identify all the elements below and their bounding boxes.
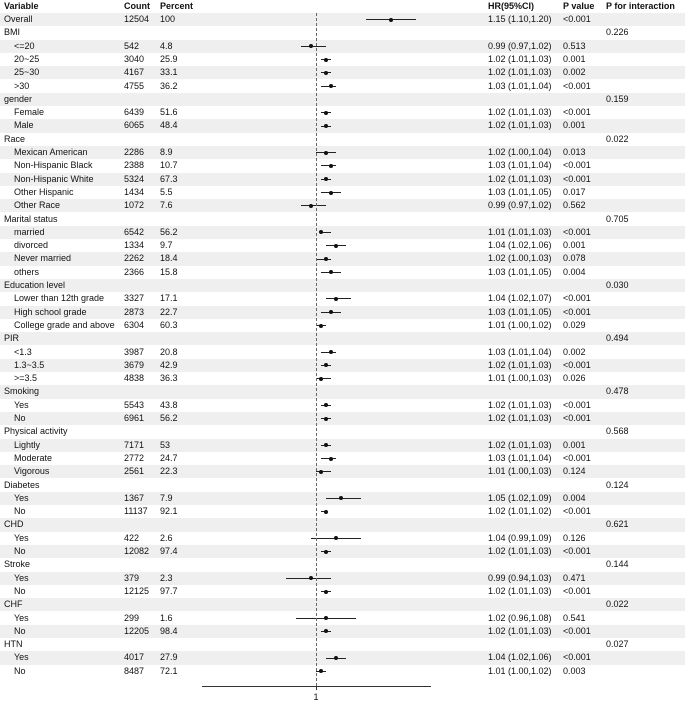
p-interaction-cell: 0.494 xyxy=(606,333,629,344)
row-background xyxy=(0,598,685,611)
count-cell: 6304 xyxy=(124,319,145,330)
hr-ci-cell: 1.03 (1.01,1.05) xyxy=(488,306,552,317)
count-cell: 6961 xyxy=(124,413,145,423)
p-value-cell: 0.471 xyxy=(563,572,586,583)
subgroup-label: No xyxy=(14,413,26,423)
hr-ci-cell: 0.99 (0.97,1.02) xyxy=(488,40,552,51)
point-estimate xyxy=(334,244,338,248)
p-value-cell: <0.001 xyxy=(563,413,591,423)
p-value-cell: <0.001 xyxy=(563,506,591,517)
p-value-cell: 0.003 xyxy=(563,665,586,676)
subgroup-label: Yes xyxy=(14,652,29,663)
p-value-cell: <0.001 xyxy=(563,306,591,317)
header-percent: Percent xyxy=(160,1,194,11)
hr-ci-cell: 1.02 (1.01,1.03) xyxy=(488,173,552,184)
percent-cell: 53 xyxy=(160,439,171,450)
count-cell: 2873 xyxy=(124,306,145,317)
x-tick-label: 1 xyxy=(313,692,319,702)
percent-cell: 22.7 xyxy=(160,306,178,317)
subgroup-label: Non-Hispanic Black xyxy=(14,160,93,171)
percent-cell: 97.7 xyxy=(160,585,178,596)
subgroup-label: No xyxy=(14,625,26,636)
percent-cell: 22.3 xyxy=(160,466,178,477)
group-label: gender xyxy=(4,93,33,104)
subgroup-label: Other Race xyxy=(14,200,61,211)
count-cell: 3679 xyxy=(124,359,145,370)
group-label: Stroke xyxy=(4,559,31,570)
hr-ci-cell: 1.02 (1.01,1.03) xyxy=(488,67,552,78)
subgroup-label: Lower than 12th grade xyxy=(14,293,105,304)
point-estimate xyxy=(389,18,393,22)
x-tick xyxy=(316,686,317,690)
point-estimate xyxy=(324,71,328,75)
point-estimate xyxy=(329,270,333,274)
p-value-cell: <0.001 xyxy=(563,14,591,24)
count-cell: 3327 xyxy=(124,293,145,304)
p-value-cell: 0.004 xyxy=(563,492,586,503)
group-label: BMI xyxy=(4,27,21,38)
p-value-cell: <0.001 xyxy=(563,399,591,410)
subgroup-label: <1.3 xyxy=(14,346,32,357)
point-estimate xyxy=(329,164,333,168)
hr-ci-cell: 1.01 (1.00,1.03) xyxy=(488,466,552,477)
group-label: Diabetes xyxy=(4,479,40,490)
percent-cell: 10.7 xyxy=(160,160,178,171)
p-interaction-cell: 0.159 xyxy=(606,93,629,104)
subgroup-label: College grade and above xyxy=(14,319,115,330)
percent-cell: 51.6 xyxy=(160,107,178,118)
hr-ci-cell: 1.03 (1.01,1.04) xyxy=(488,346,552,357)
subgroup-label: Yes xyxy=(14,532,29,543)
p-value-cell: <0.001 xyxy=(563,625,591,636)
count-cell: 2388 xyxy=(124,160,145,171)
p-value-cell: 0.124 xyxy=(563,466,586,477)
ci-line xyxy=(301,205,326,206)
hr-ci-cell: 1.02 (1.01,1.02) xyxy=(488,506,552,517)
group-label: Overall xyxy=(4,14,33,24)
subgroup-label: Mexican American xyxy=(14,147,88,157)
count-cell: 12504 xyxy=(124,14,150,24)
point-estimate xyxy=(324,151,328,155)
hr-ci-cell: 1.15 (1.10,1.20) xyxy=(488,14,552,24)
hr-ci-cell: 1.05 (1.02,1.09) xyxy=(488,492,552,503)
hr-ci-cell: 1.03 (1.01,1.04) xyxy=(488,452,552,463)
count-cell: 422 xyxy=(124,532,140,543)
subgroup-label: Male xyxy=(14,120,34,131)
hr-ci-cell: 1.03 (1.01,1.05) xyxy=(488,266,552,277)
ci-line xyxy=(301,46,326,47)
subgroup-label: Female xyxy=(14,107,45,118)
p-value-cell: <0.001 xyxy=(563,226,591,237)
group-label: Smoking xyxy=(4,386,40,397)
point-estimate xyxy=(324,417,328,421)
row-background xyxy=(0,93,685,106)
subgroup-label: 20~25 xyxy=(14,53,40,64)
group-label: Physical activity xyxy=(4,426,68,437)
count-cell: 6439 xyxy=(124,107,145,118)
percent-cell: 42.9 xyxy=(160,359,178,370)
p-value-cell: 0.541 xyxy=(563,612,586,623)
p-value-cell: 0.002 xyxy=(563,67,586,78)
count-cell: 3040 xyxy=(124,53,145,64)
subgroup-label: Lightly xyxy=(14,439,41,450)
subgroup-label: Non-Hispanic White xyxy=(14,173,94,184)
count-cell: 4838 xyxy=(124,373,145,384)
hr-ci-cell: 1.02 (1.01,1.03) xyxy=(488,399,552,410)
subgroup-label: <=20 xyxy=(14,40,35,51)
count-cell: 2772 xyxy=(124,452,145,463)
percent-cell: 7.6 xyxy=(160,200,173,211)
p-value-cell: 0.001 xyxy=(563,240,586,251)
hr-ci-cell: 1.04 (1.02,1.06) xyxy=(488,240,552,251)
percent-cell: 48.4 xyxy=(160,120,178,131)
subgroup-label: High school grade xyxy=(14,306,87,317)
hr-ci-cell: 1.03 (1.01,1.05) xyxy=(488,186,552,197)
count-cell: 2262 xyxy=(124,253,145,264)
point-estimate xyxy=(309,204,313,208)
point-estimate xyxy=(319,377,323,381)
count-cell: 6542 xyxy=(124,226,145,237)
hr-ci-cell: 1.02 (1.01,1.03) xyxy=(488,439,552,450)
p-value-cell: <0.001 xyxy=(563,173,591,184)
p-value-cell: 0.078 xyxy=(563,253,586,264)
count-cell: 5324 xyxy=(124,173,145,184)
percent-cell: 17.1 xyxy=(160,293,178,304)
hr-ci-cell: 1.02 (1.01,1.03) xyxy=(488,625,552,636)
p-interaction-cell: 0.022 xyxy=(606,599,629,610)
p-value-cell: 0.513 xyxy=(563,40,586,51)
group-label: CHD xyxy=(4,519,24,530)
point-estimate xyxy=(324,111,328,115)
ci-line xyxy=(326,298,351,299)
point-estimate xyxy=(324,58,328,62)
hr-ci-cell: 1.04 (1.02,1.06) xyxy=(488,652,552,663)
count-cell: 1434 xyxy=(124,186,145,197)
p-value-cell: <0.001 xyxy=(563,452,591,463)
point-estimate xyxy=(334,297,338,301)
count-cell: 2366 xyxy=(124,266,145,277)
percent-cell: 27.9 xyxy=(160,652,178,663)
count-cell: 4167 xyxy=(124,67,145,78)
p-value-cell: <0.001 xyxy=(563,359,591,370)
row-background xyxy=(0,385,685,398)
header-pvalue: P value xyxy=(563,1,595,11)
point-estimate xyxy=(329,350,333,354)
count-cell: 12125 xyxy=(124,585,150,596)
percent-cell: 4.8 xyxy=(160,40,173,51)
percent-cell: 72.1 xyxy=(160,665,178,676)
p-value-cell: <0.001 xyxy=(563,107,591,118)
p-interaction-cell: 0.705 xyxy=(606,213,629,224)
p-value-cell: <0.001 xyxy=(563,80,591,91)
percent-cell: 7.9 xyxy=(160,492,173,503)
percent-cell: 2.6 xyxy=(160,532,173,543)
percent-cell: 8.9 xyxy=(160,147,173,157)
hr-ci-cell: 1.01 (1.00,1.03) xyxy=(488,373,552,384)
row-background xyxy=(0,332,685,345)
p-interaction-cell: 0.022 xyxy=(606,133,629,144)
count-cell: 2286 xyxy=(124,147,145,157)
percent-cell: 20.8 xyxy=(160,346,178,357)
p-interaction-cell: 0.144 xyxy=(606,559,629,570)
hr-ci-cell: 1.02 (1.01,1.03) xyxy=(488,359,552,370)
percent-cell: 33.1 xyxy=(160,67,178,78)
count-cell: 1072 xyxy=(124,200,145,211)
subgroup-label: married xyxy=(14,226,45,237)
hr-ci-cell: 1.03 (1.01,1.04) xyxy=(488,160,552,171)
group-label: Race xyxy=(4,133,26,144)
percent-cell: 56.2 xyxy=(160,226,178,237)
count-cell: 379 xyxy=(124,572,140,583)
hr-ci-cell: 1.02 (1.00,1.03) xyxy=(488,253,552,264)
point-estimate xyxy=(324,616,328,620)
count-cell: 4017 xyxy=(124,652,145,663)
subgroup-label: Vigorous xyxy=(14,466,50,477)
subgroup-label: >30 xyxy=(14,80,30,91)
count-cell: 3987 xyxy=(124,346,145,357)
count-cell: 12082 xyxy=(124,546,150,556)
p-value-cell: <0.001 xyxy=(563,546,591,556)
percent-cell: 67.3 xyxy=(160,173,178,184)
hr-ci-cell: 0.99 (0.97,1.02) xyxy=(488,200,552,211)
point-estimate xyxy=(329,84,333,88)
p-value-cell: 0.001 xyxy=(563,439,586,450)
percent-cell: 1.6 xyxy=(160,612,173,623)
count-cell: 2561 xyxy=(124,466,145,477)
percent-cell: 97.4 xyxy=(160,546,178,556)
p-value-cell: 0.017 xyxy=(563,186,586,197)
point-estimate xyxy=(319,324,323,328)
hr-ci-cell: 1.02 (1.01,1.03) xyxy=(488,546,552,556)
hr-ci-cell: 1.04 (1.02,1.07) xyxy=(488,293,552,304)
subgroup-label: Yes xyxy=(14,399,29,410)
subgroup-label: divorced xyxy=(14,240,49,251)
p-value-cell: 0.001 xyxy=(563,53,586,64)
hr-ci-cell: 1.02 (1.01,1.03) xyxy=(488,585,552,596)
p-value-cell: 0.029 xyxy=(563,319,586,330)
point-estimate xyxy=(319,470,323,474)
p-interaction-cell: 0.226 xyxy=(606,27,629,38)
point-estimate xyxy=(324,403,328,407)
p-value-cell: 0.026 xyxy=(563,373,586,384)
p-value-cell: <0.001 xyxy=(563,160,591,171)
percent-cell: 100 xyxy=(160,14,176,24)
subgroup-label: Never married xyxy=(14,253,72,264)
percent-cell: 36.3 xyxy=(160,373,178,384)
subgroup-label: Yes xyxy=(14,572,29,583)
percent-cell: 36.2 xyxy=(160,80,178,91)
point-estimate xyxy=(334,536,338,540)
p-interaction-cell: 0.027 xyxy=(606,639,629,650)
percent-cell: 25.9 xyxy=(160,53,178,64)
ci-line xyxy=(326,498,361,499)
percent-cell: 15.8 xyxy=(160,266,178,277)
p-value-cell: 0.004 xyxy=(563,266,586,277)
reference-line xyxy=(316,13,317,686)
hr-ci-cell: 1.01 (1.01,1.03) xyxy=(488,226,552,237)
p-value-cell: 0.002 xyxy=(563,346,586,357)
count-cell: 1367 xyxy=(124,492,145,503)
subgroup-label: >=3.5 xyxy=(14,373,38,384)
p-value-cell: <0.001 xyxy=(563,652,591,663)
subgroup-label: 25~30 xyxy=(14,67,40,78)
subgroup-label: Moderate xyxy=(14,452,53,463)
row-background xyxy=(0,518,685,531)
group-label: Education level xyxy=(4,280,66,290)
count-cell: 6065 xyxy=(124,120,145,131)
hr-ci-cell: 1.02 (0.96,1.08) xyxy=(488,612,552,623)
header-variable: Variable xyxy=(4,1,39,11)
header-p-interaction: P for interaction xyxy=(606,1,675,11)
percent-cell: 56.2 xyxy=(160,413,178,423)
percent-cell: 5.5 xyxy=(160,186,173,197)
p-value-cell: <0.001 xyxy=(563,293,591,304)
point-estimate xyxy=(329,457,333,461)
hr-ci-cell: 1.02 (1.01,1.03) xyxy=(488,413,552,423)
percent-cell: 2.3 xyxy=(160,572,173,583)
subgroup-label: Yes xyxy=(14,492,29,503)
p-interaction-cell: 0.124 xyxy=(606,479,629,490)
hr-ci-cell: 1.02 (1.01,1.03) xyxy=(488,53,552,64)
p-interaction-cell: 0.568 xyxy=(606,426,629,437)
subgroup-label: No xyxy=(14,546,26,556)
hr-ci-cell: 1.03 (1.01,1.04) xyxy=(488,80,552,91)
p-value-cell: 0.013 xyxy=(563,147,586,157)
hr-ci-cell: 1.01 (1.00,1.02) xyxy=(488,319,552,330)
percent-cell: 92.1 xyxy=(160,506,178,517)
p-interaction-cell: 0.478 xyxy=(606,386,629,397)
row-background xyxy=(0,279,685,292)
p-interaction-cell: 0.030 xyxy=(606,280,629,290)
group-label: HTN xyxy=(4,639,23,650)
point-estimate xyxy=(319,669,323,673)
hr-ci-cell: 1.02 (1.01,1.03) xyxy=(488,107,552,118)
count-cell: 7171 xyxy=(124,439,145,450)
percent-cell: 60.3 xyxy=(160,319,178,330)
header-hr: HR(95%CI) xyxy=(488,1,535,11)
point-estimate xyxy=(324,550,328,554)
subgroup-label: No xyxy=(14,506,26,517)
header-count: Count xyxy=(124,1,150,11)
subgroup-label: 1.3~3.5 xyxy=(14,359,45,370)
percent-cell: 43.8 xyxy=(160,399,178,410)
count-cell: 299 xyxy=(124,612,140,623)
p-interaction-cell: 0.621 xyxy=(606,519,629,530)
p-value-cell: 0.001 xyxy=(563,120,586,131)
count-cell: 4755 xyxy=(124,80,145,91)
p-value-cell: 0.126 xyxy=(563,532,586,543)
subgroup-label: Yes xyxy=(14,612,29,623)
percent-cell: 9.7 xyxy=(160,240,173,251)
count-cell: 11137 xyxy=(124,506,148,517)
p-value-cell: <0.001 xyxy=(563,585,591,596)
count-cell: 1334 xyxy=(124,240,145,251)
count-cell: 8487 xyxy=(124,665,145,676)
hr-ci-cell: 1.04 (0.99,1.09) xyxy=(488,532,552,543)
hr-ci-cell: 1.02 (1.00,1.04) xyxy=(488,147,552,157)
count-cell: 542 xyxy=(124,40,140,51)
percent-cell: 24.7 xyxy=(160,452,178,463)
subgroup-label: others xyxy=(14,266,40,277)
subgroup-label: No xyxy=(14,665,26,676)
group-label: Marital status xyxy=(4,213,58,224)
group-label: PIR xyxy=(4,333,20,344)
point-estimate xyxy=(324,510,328,514)
count-cell: 12205 xyxy=(124,625,150,636)
hr-ci-cell: 1.02 (1.01,1.03) xyxy=(488,120,552,131)
subgroup-label: Other Hispanic xyxy=(14,186,74,197)
group-label: CHF xyxy=(4,599,23,610)
percent-cell: 98.4 xyxy=(160,625,178,636)
hr-ci-cell: 0.99 (0.94,1.03) xyxy=(488,572,552,583)
point-estimate xyxy=(329,191,333,195)
hr-ci-cell: 1.01 (1.00,1.02) xyxy=(488,665,552,676)
count-cell: 5543 xyxy=(124,399,145,410)
point-estimate xyxy=(324,590,328,594)
p-value-cell: 0.562 xyxy=(563,200,586,211)
subgroup-label: No xyxy=(14,585,26,596)
percent-cell: 18.4 xyxy=(160,253,178,264)
